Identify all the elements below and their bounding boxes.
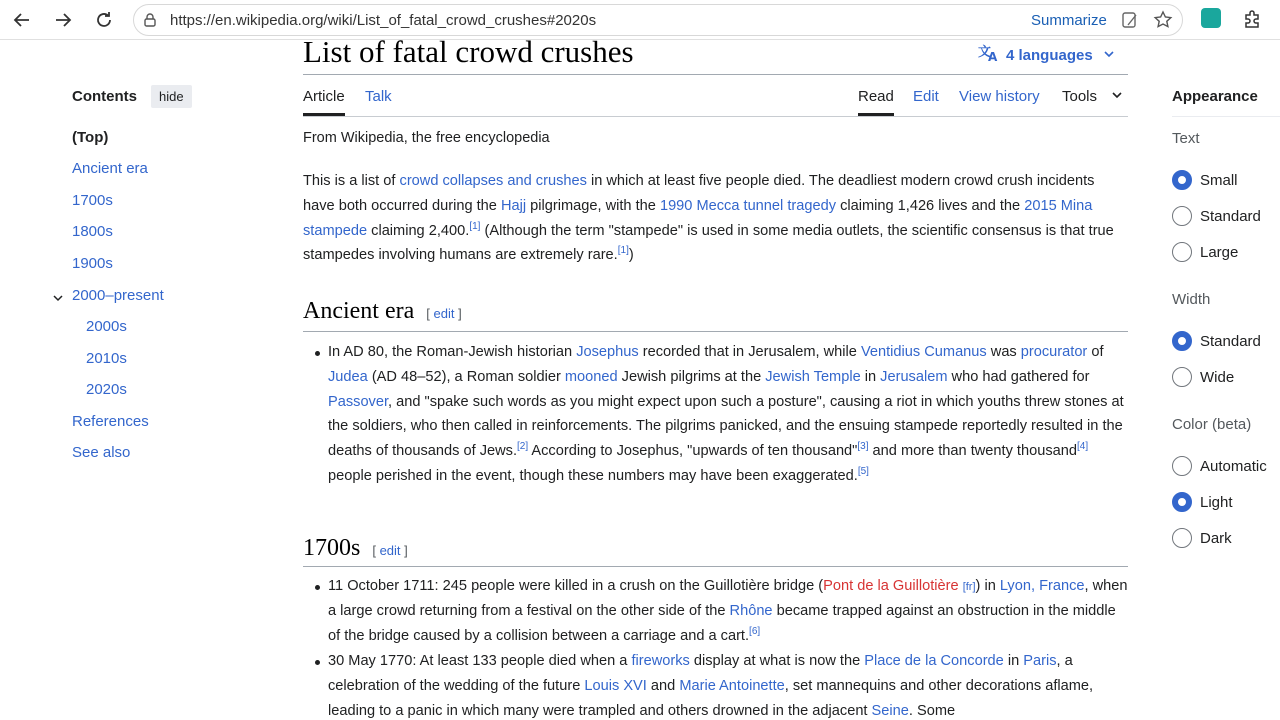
toc-item-label: 2000–present (72, 287, 164, 304)
width-label: Width (1172, 291, 1211, 308)
link[interactable]: Jewish Temple (765, 368, 861, 385)
text: ) in (975, 578, 1000, 594)
citation[interactable]: [4] (1077, 441, 1089, 453)
text: pilgrimage, with the (526, 197, 660, 214)
text: recorded that in Jerusalem, while (638, 344, 861, 360)
section-edit: [ edit ] (426, 306, 462, 321)
svg-text:文: 文 (978, 45, 992, 60)
title-divider (303, 74, 1128, 75)
radio-icon (1172, 242, 1192, 262)
favorite-star-icon[interactable] (1152, 9, 1174, 36)
text: , set mannequins and other decorations aflame, leading to a panic in which many were trampled and others drowned in the adjacent (328, 678, 1094, 719)
citation[interactable]: [6] (749, 625, 761, 637)
reload-icon[interactable] (90, 6, 118, 34)
back-icon[interactable] (8, 6, 36, 34)
text: , a celebration of the wedding of the future (328, 653, 1073, 695)
text: Jewish pilgrims at the (617, 368, 766, 385)
link[interactable]: mooned (564, 368, 618, 385)
link[interactable]: procurator (1020, 344, 1088, 360)
text: claiming 2,400. (367, 222, 470, 239)
radio-text-small[interactable] (1172, 169, 1238, 191)
text: in (860, 368, 881, 385)
tools-label: Tools (1062, 88, 1098, 105)
radio-width-wide[interactable] (1172, 366, 1234, 388)
heading-divider (303, 566, 1128, 567)
summarize-icon[interactable] (1120, 10, 1140, 35)
text: claiming 1,426 lives and the (836, 197, 1025, 214)
text: and more than twenty thousand (868, 443, 1077, 460)
link[interactable]: Ventidius Cumanus (860, 344, 987, 360)
radio-label: Automatic (1200, 457, 1267, 475)
citation[interactable]: [5] (857, 466, 869, 478)
link[interactable]: 2015 Mina stampede (303, 197, 1093, 239)
page-title: List of fatal crowd crushes (303, 34, 634, 69)
divider (1172, 116, 1280, 117)
citation[interactable]: [1] (617, 245, 629, 257)
toc-item-ancient-era[interactable]: Ancient era (72, 160, 148, 177)
toc-hide-button[interactable]: hide (151, 85, 192, 108)
list-item (328, 649, 1128, 720)
summarize-button[interactable]: Summarize (1031, 12, 1107, 29)
list-item (328, 340, 1128, 489)
radio-label: Standard (1200, 332, 1261, 350)
radio-color-automatic[interactable] (1172, 455, 1267, 477)
radio-selected-icon (1172, 331, 1192, 351)
toc-item-2000s[interactable]: 2000s (86, 318, 127, 335)
radio-label: Dark (1200, 529, 1232, 547)
tab-view-history[interactable]: View history (959, 88, 1040, 105)
radio-icon (1172, 528, 1192, 548)
text: of (1087, 344, 1104, 360)
heading-text: 1700s (303, 535, 361, 561)
radio-label: Small (1200, 171, 1238, 189)
text: (Although the term "stampede" is used in some media outlets, the scientific consensus is that true stampedes involving humans are extremely rare. (303, 222, 1114, 264)
text: 30 May 1770: At least 133 people died when a (328, 653, 632, 670)
table-of-contents (72, 80, 272, 461)
text: , and "spake such words as you might expect upon such a posture", causing a riot in which youths threw stones at the soldiers, who then called in reinforcements. The pilgrims panicked, and the ensuing stampede reportedly resulted in the deaths of thousands of Jews. (328, 393, 1124, 460)
link[interactable]: Lyon, France (999, 578, 1085, 594)
link[interactable]: 1990 Mecca tunnel tragedy (659, 197, 837, 214)
tab-tools[interactable] (1062, 88, 1123, 105)
radio-icon (1172, 206, 1192, 226)
section-edit: [ edit ] (372, 543, 408, 558)
radio-icon (1172, 367, 1192, 387)
text: in which at least five people died. The deadliest modern crowd crush incidents have both occurred during the (303, 173, 1095, 214)
ancient-era-list (328, 340, 1128, 490)
tab-edit[interactable]: Edit (913, 88, 939, 105)
text: 11 October 1711: 245 people were killed in a crush on the Guillotière bridge ( (328, 578, 824, 594)
link[interactable]: Josephus (576, 344, 639, 360)
link[interactable]: Passover (328, 393, 389, 410)
toc-item-2000-present[interactable] (72, 287, 164, 304)
text: display at what is now the (689, 653, 865, 670)
radio-label: Wide (1200, 368, 1235, 386)
heading-text: Ancient era (303, 298, 415, 324)
text: in (1003, 653, 1024, 670)
toc-item-2010s[interactable]: 2010s (86, 350, 127, 367)
link[interactable]: Seine (871, 702, 909, 719)
url-text[interactable]: https://en.wikipedia.org/wiki/List_of_fatal_crowd_crushes#2020s (170, 12, 597, 29)
page-tabs (303, 88, 1128, 116)
citation[interactable]: [1] (469, 220, 481, 232)
text: people perished in the event, though these numbers may have been exaggerated. (328, 467, 858, 484)
radio-color-light[interactable] (1172, 491, 1233, 513)
link[interactable]: Louis XVI (584, 678, 647, 695)
1700s-list (328, 574, 1128, 720)
text: was (986, 344, 1021, 360)
text: , when a large crowd returning from a festival on the other side of the (328, 578, 1128, 619)
text: According to Josephus, "upwards of ten thousand" (528, 443, 858, 460)
toc-item-1800s[interactable]: 1800s (72, 223, 113, 240)
link[interactable]: fireworks (631, 653, 690, 670)
site-tagline: From Wikipedia, the free encyclopedia (303, 130, 550, 146)
link[interactable]: Jerusalem (880, 368, 948, 385)
chevron-down-icon (1111, 88, 1123, 105)
chevron-down-icon[interactable] (52, 291, 64, 308)
extensions-puzzle-icon[interactable] (1241, 8, 1263, 35)
radio-color-dark[interactable] (1172, 527, 1232, 549)
tabs-divider (303, 116, 1128, 117)
color-label: Color (beta) (1172, 416, 1252, 433)
edit-link[interactable]: edit (379, 543, 401, 558)
text: . Some (908, 702, 956, 719)
citation[interactable]: [3] (857, 441, 869, 453)
list-item (328, 574, 1128, 648)
radio-width-standard[interactable] (1172, 330, 1261, 352)
interlanguage-link[interactable]: [fr] (962, 581, 976, 593)
svg-text:A: A (988, 50, 998, 62)
browser-toolbar (0, 0, 1280, 40)
appearance-title: Appearance (1172, 88, 1258, 105)
radio-selected-icon (1172, 170, 1192, 190)
text: (AD 48–52), a Roman soldier (367, 368, 565, 385)
toc-item-references[interactable]: References (72, 413, 149, 430)
toc-item-top[interactable]: (Top) (72, 129, 109, 146)
site-info-icon[interactable] (142, 12, 158, 33)
radio-selected-icon (1172, 492, 1192, 512)
radio-label: Large (1200, 243, 1239, 261)
language-count: 4 languages (1006, 46, 1093, 64)
toc-item-1700s[interactable]: 1700s (72, 192, 113, 209)
toc-title: Contents (72, 87, 137, 105)
link[interactable]: Place de la Concorde (864, 653, 1004, 670)
address-bar[interactable] (133, 4, 1183, 36)
link[interactable]: Judea (328, 368, 368, 385)
chevron-down-icon (1103, 47, 1115, 64)
link[interactable]: Paris (1023, 653, 1057, 670)
toc-item-2020s[interactable]: 2020s (86, 381, 127, 398)
link[interactable]: Marie Antoinette (679, 678, 785, 695)
text: ) (628, 247, 634, 264)
radio-icon (1172, 456, 1192, 476)
text-size-label: Text (1172, 130, 1200, 147)
tab-talk[interactable]: Talk (365, 88, 392, 105)
link[interactable]: Rhône (729, 602, 773, 619)
radio-text-standard[interactable] (1172, 205, 1261, 227)
toc-item-see-also[interactable]: See also (72, 444, 131, 461)
redlink[interactable]: Pont de la Guillotière (823, 578, 959, 594)
link[interactable]: Hajj (500, 197, 527, 214)
intro-paragraph (303, 169, 1128, 268)
radio-label: Standard (1200, 207, 1261, 225)
section-heading-ancient-era (303, 298, 462, 325)
text: In AD 80, the Roman-Jewish historian (328, 344, 577, 360)
tab-read[interactable]: Read (858, 88, 894, 105)
language-button[interactable] (978, 44, 1115, 66)
text: and (646, 678, 680, 695)
citation[interactable]: [2] (517, 441, 529, 453)
translate-icon (978, 44, 1000, 66)
toc-item-1900s[interactable]: 1900s (72, 255, 113, 272)
text: became trapped against an obstruction in the middle of the bridge caused by a collision between a carriage and a cart. (328, 602, 1116, 644)
forward-icon[interactable] (49, 6, 77, 34)
edit-link[interactable]: edit (433, 306, 455, 321)
link[interactable]: crowd collapses and crushes (399, 173, 587, 189)
radio-text-large[interactable] (1172, 241, 1238, 263)
section-heading-1700s (303, 535, 408, 562)
tab-article[interactable]: Article (303, 88, 345, 105)
extension-icon[interactable] (1201, 8, 1221, 28)
radio-label: Light (1200, 493, 1233, 511)
text: who had gathered for (947, 368, 1090, 385)
text: This is a list of (303, 173, 400, 189)
heading-divider (303, 331, 1128, 332)
